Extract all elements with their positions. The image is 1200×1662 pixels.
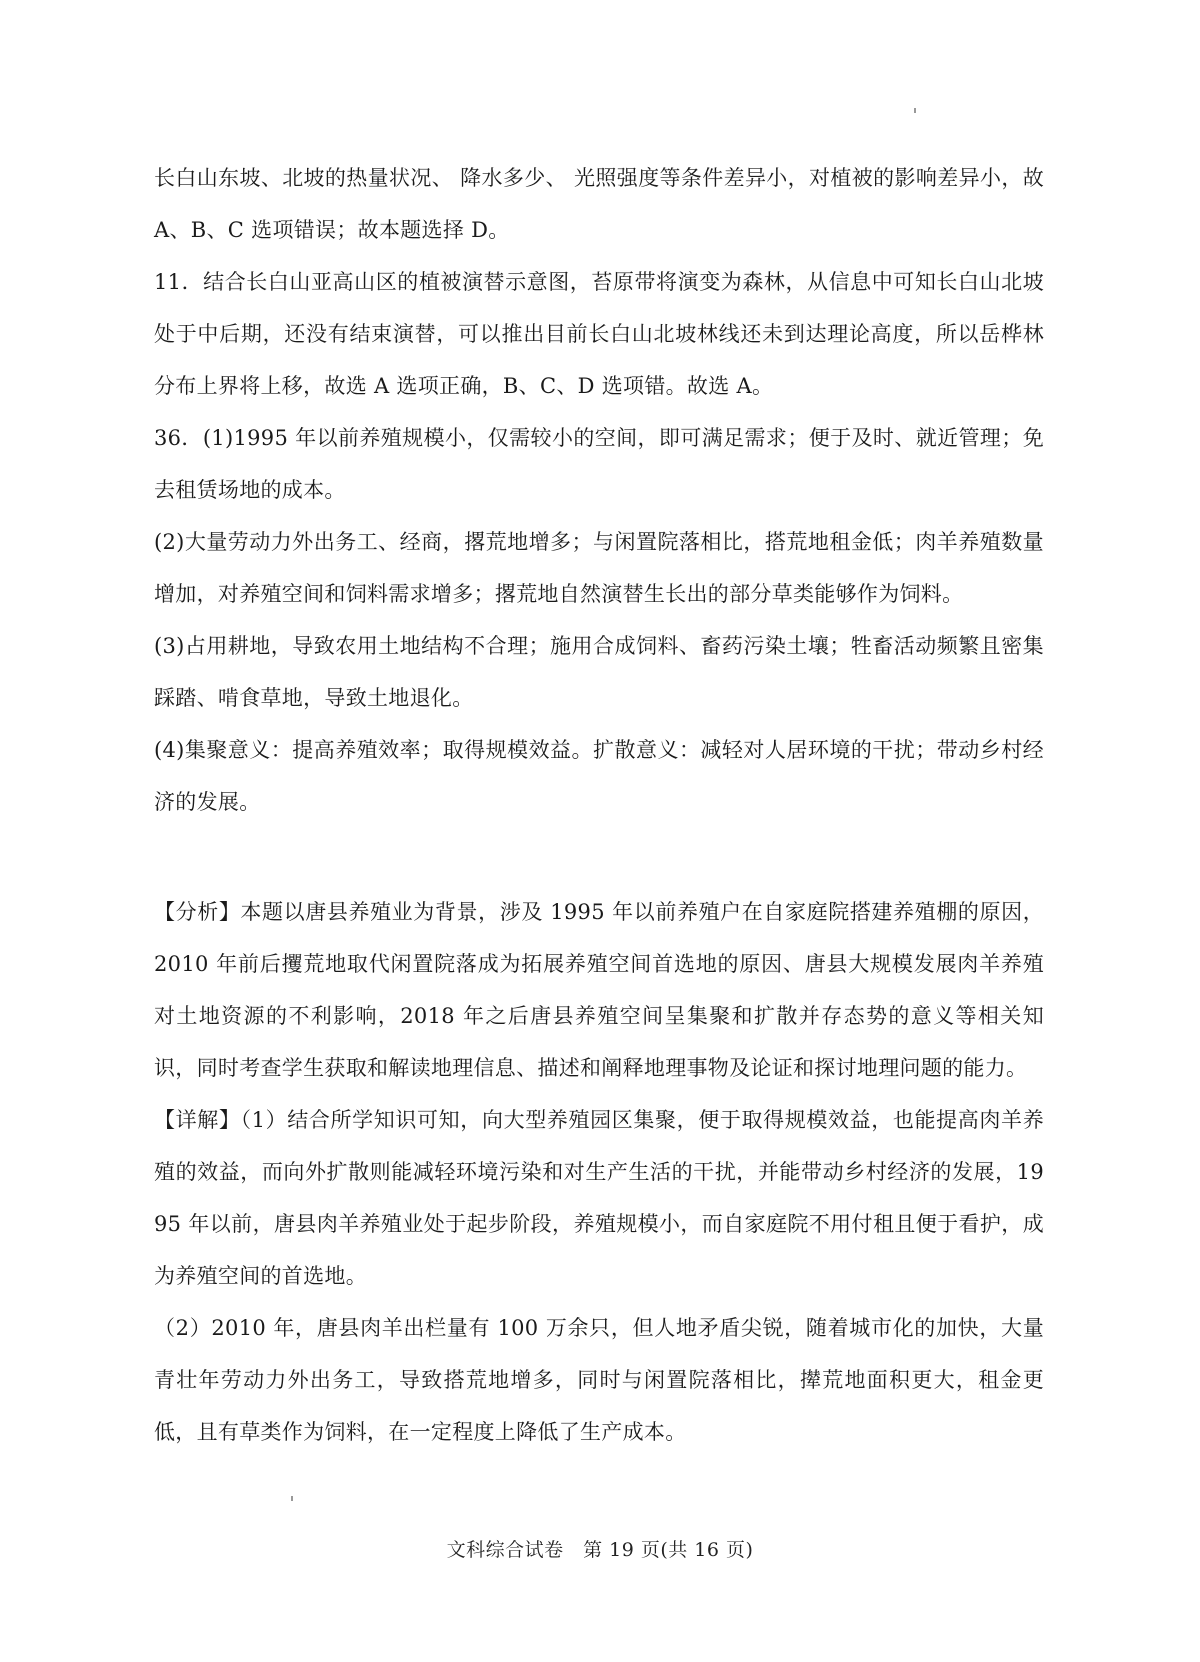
paragraph-answer-36-1: 36．(1)1995 年以前养殖规模小，仅需较小的空间，即可满足需求；便于及时、就近管理；免去租赁场地的成本。 — [154, 426, 1044, 502]
paragraph-answer-36-4: (4)集聚意义：提高养殖效率；取得规模效益。扩散意义：减轻对人居环境的干扰；带动乡村经济的发展。 — [154, 738, 1044, 814]
scan-mark — [291, 1496, 293, 1501]
page-body — [154, 152, 1044, 1458]
paragraph-answer-36-3: (3)占用耕地，导致农用土地结构不合理；施用合成饲料、畜药污染土壤；牲畜活动频繁且密集踩踏、啃食草地，导致土地退化。 — [154, 634, 1044, 710]
paragraph-answer-36-2: (2)大量劳动力外出务工、经商，撂荒地增多；与闲置院落相比，搭荒地租金低；肉羊养殖数量增加，对养殖空间和饲料需求增多；撂荒地自然演替生长出的部分草类能够作为饲料。 — [154, 530, 1044, 606]
paragraph-explanation-1: 【详解】（1）结合所学知识可知，向大型养殖园区集聚，便于取得规模效益，也能提高肉羊养殖的效益，而向外扩散则能减轻环境污染和对生产生活的干扰，并能带动乡村经济的发展，1995 年以前，唐县肉羊养殖业处于起步阶段，养殖规模小，而自家庭院不用付租且便于看护，成为养殖空间的首选地。 — [154, 1108, 1044, 1288]
section-gap — [154, 828, 1044, 886]
paragraph-answer-11: 11．结合长白山亚高山区的植被演替示意图，苔原带将演变为森林，从信息中可知长白山北坡处于中后期，还没有结束演替，可以推出目前长白山北坡林线还未到达理论高度，所以岳桦林分布上界将上移，故选 A 选项正确，B、C、D 选项错。故选 A。 — [154, 270, 1044, 398]
paragraph-analysis: 【分析】本题以唐县养殖业为背景，涉及 1995 年以前养殖户在自家庭院搭建养殖棚的原因，2010 年前后攫荒地取代闲置院落成为拓展养殖空间首选地的原因、唐县大规模发展肉羊养殖对土地资源的不利影响，2018 年之后唐县养殖空间呈集聚和扩散并存态势的意义等相关知识，同时考查学生获取和解读地理信息、描述和阐释地理事物及论证和探讨地理问题的能力。 — [154, 900, 1044, 1080]
page-footer: 文科综合试卷 第 19 页(共 16 页) — [446, 1539, 754, 1561]
scan-mark — [914, 108, 916, 113]
paragraph-answer-10-continued: 长白山东坡、北坡的热量状况、 降水多少、 光照强度等条件差异小，对植被的影响差异小，故 A、B、C 选项错误；故本题选择 D。 — [154, 166, 1044, 242]
paragraph-explanation-2: （2）2010 年，唐县肉羊出栏量有 100 万余只，但人地矛盾尖锐，随着城市化的加快，大量青壮年劳动力外出务工，导致搭荒地增多，同时与闲置院落相比，撵荒地面积更大，租金更低，且有草类作为饲料，在一定程度上降低了生产成本。 — [154, 1316, 1044, 1444]
